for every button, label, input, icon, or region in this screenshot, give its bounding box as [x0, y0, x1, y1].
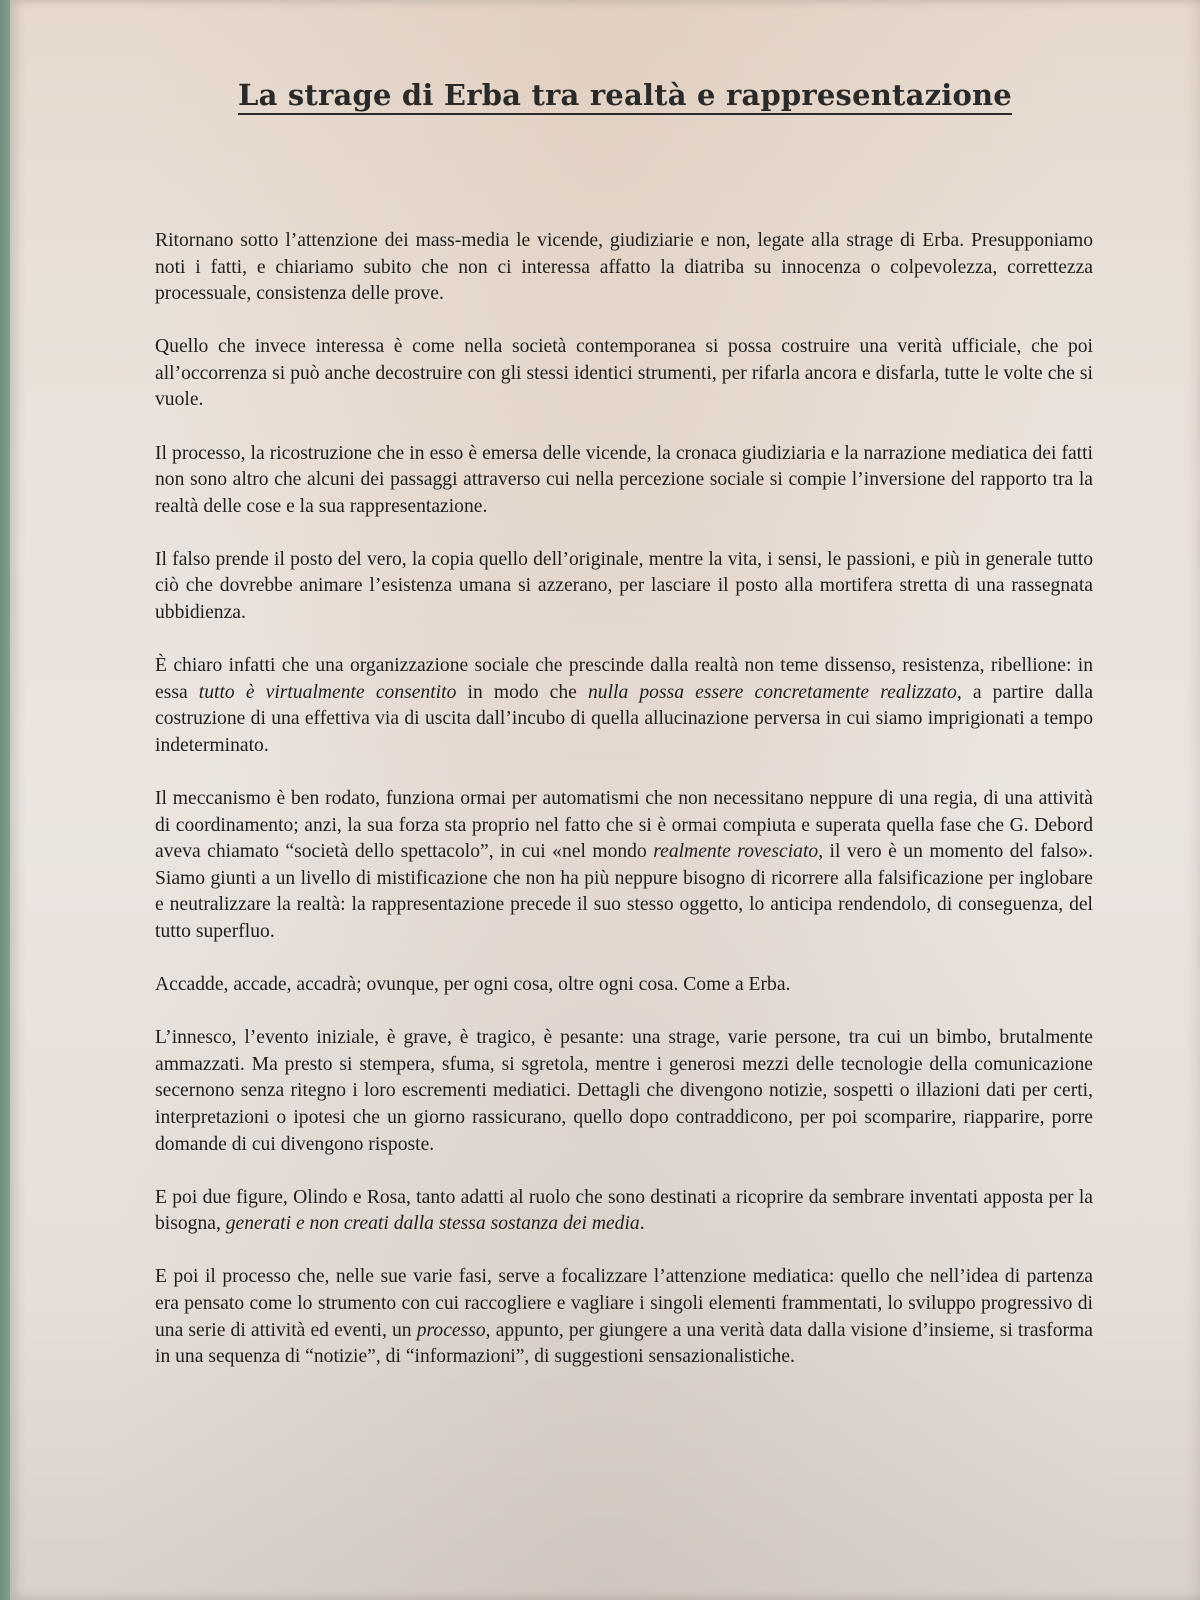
italic-run: generati e non creati dalla stessa sostanza dei media [225, 1213, 640, 1235]
document-title-text: La strage di Erba tra realtà e rappresentazione [238, 78, 1012, 115]
document-body [155, 228, 1093, 1397]
text-run: Il processo, la ricostruzione che in esso è emersa delle vicende, la cronaca giudiziaria e la narrazione mediatica dei fatti non sono altro che alcuni dei passaggi attraverso cui nella percezione sociale si compie l’inversione del rapporto tra la realtà delle cose e la sua rappresentazione. [155, 442, 1093, 517]
text-run: Il falso prende il posto del vero, la copia quello dell’originale, mentre la vita, i sensi, le passioni, e più in generale tutto ciò che dovrebbe animare l’esistenza umana si azzerano, per lasciare il posto alla mortifera stretta di una rassegnata ubbidienza. [155, 548, 1093, 624]
paragraph-3 [155, 441, 1093, 521]
text-run: Quello che invece interessa è come nella società contemporanea si possa costruire una verità ufficiale, che poi all’occorrenza si può anche decostruire con gli stessi identici strumenti, per rifarla ancora e disfarla, tutte le volte che si vuole. [155, 336, 1093, 411]
text-run: appunto, per giungere a una verità data dalla visione d’insieme, si trasforma in una sequenza di “notizie”, di “informazioni”, di suggestioni sensazionalistiche. [155, 1319, 1093, 1368]
paragraph-7 [155, 972, 1093, 999]
paragraph-5 [155, 653, 1093, 759]
paragraph-2 [155, 334, 1093, 414]
text-run: in modo che [456, 681, 588, 703]
document-title [10, 78, 1200, 112]
italic-run: processo, [416, 1319, 491, 1341]
text-run: . [639, 1213, 645, 1235]
paragraph-6 [155, 786, 1093, 946]
italic-run: tutto è virtualmente consentito [198, 681, 457, 703]
text-run: Ritornano sotto l’attenzione dei mass-media le vicende, giudiziarie e non, legate alla strage di Erba. Presupponiamo noti i fatti, e chiariamo subito che non ci interessa affatto la diatriba su innocenza o colpevolezza, correttezza processuale, consistenza delle prove. [155, 230, 1093, 305]
paragraph-10 [155, 1264, 1093, 1370]
text-run: E poi due figure, Olindo e Rosa, tanto adatti al ruolo che sono destinati a ricoprire da sembrare inventati apposta per la bisogna, [155, 1186, 1093, 1235]
text-run: Il meccanismo è ben rodato, funziona ormai per automatismi che non necessitano neppure di una regia, di una attività di coordinamento; anzi, la sua forza sta proprio nel fatto che si è ormai compiuta e superata quella fase che G. Debord aveva chiamato “società dello spettacolo”, in cui «nel mondo [155, 788, 1093, 863]
text-run: L’innesco, l’evento iniziale, è grave, è tragico, è pesante: una strage, varie persone, tra cui un bimbo, brutalmente ammazzati. Ma presto si stempera, sfuma, si sgretola, mentre i generosi mezzi delle tecnologie della comunicazione secernono senza ritegno i loro escrementi mediatici. Dettagli che divengono notizie, sospetti o illazioni dati per certi, interpretazioni o ipotesi che un giorno rassicurano, quello dopo contraddicono, per poi scomparire, riapparire, porre domande di cui divengono risposte. [155, 1027, 1093, 1155]
paragraph-8 [155, 1025, 1093, 1158]
text-run: , a partire dalla costruzione di una effettiva via di uscita dall’incubo di quella allucinazione perversa in cui siamo imprigionati a tempo indeterminato. [155, 681, 1094, 756]
paragraph-4 [155, 547, 1093, 627]
text-run: , il vero è un momento del falso». Siamo giunti a un livello di mistificazione che non ha più neppure bisogno di ricorrere alla falsificazione per inglobare e neutralizzare la realtà: la rappresentazione precede il suo stesso oggetto, lo anticipa rendendolo, di conseguenza, del tutto superfluo. [155, 841, 1093, 942]
italic-run: realmente rovesciato [653, 841, 819, 863]
text-run: E poi il processo che, nelle sue varie fasi, serve a focalizzare l’attenzione mediatica: quello che nell’idea di partenza era pensato come lo strumento con cui raccogliere e vagliare i singoli elementi frammentati, lo sviluppo progressivo di una serie di attività ed eventi, un [155, 1266, 1093, 1341]
paragraph-1 [155, 228, 1093, 308]
text-run: Accadde, accade, accadrà; ovunque, per ogni cosa, oltre ogni cosa. Come a Erba. [155, 974, 791, 996]
text-run: È chiaro infatti che una organizzazione sociale che prescinde dalla realtà non teme dissenso, resistenza, ribellione: in essa [155, 655, 1093, 703]
paper-sheet [10, 0, 1200, 1600]
paragraph-9 [155, 1185, 1093, 1238]
italic-run: nulla possa essere concretamente realizzato [587, 681, 957, 703]
